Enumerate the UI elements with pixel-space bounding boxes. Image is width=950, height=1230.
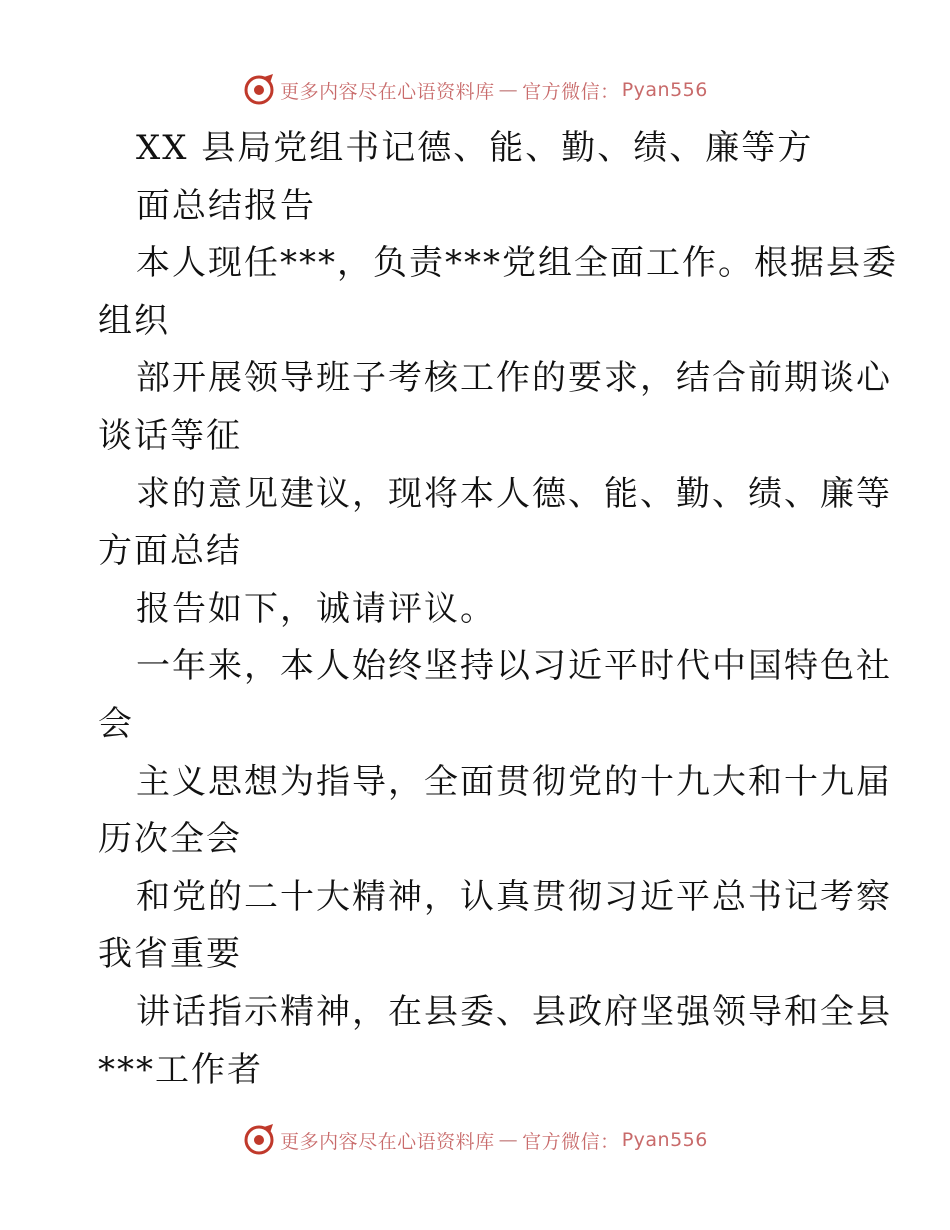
- doc-line: 组织: [98, 300, 170, 341]
- doc-line: 主义思想为指导，全面贯彻党的十九大和十九届: [136, 761, 892, 802]
- doc-line: 谈话等征: [98, 415, 242, 456]
- watermark-separator: —: [498, 1129, 519, 1151]
- doc-line: 报告如下，诚请评议。: [136, 588, 496, 629]
- doc-line: 本人现任***，负责***党组全面工作。根据县委: [136, 243, 898, 284]
- watermark-handle: Pyan556: [621, 79, 708, 101]
- pen-circle-icon: [242, 73, 276, 107]
- doc-line: 我省重要: [98, 934, 242, 975]
- watermark-text: 更多内容尽在心语资料库: [280, 80, 495, 103]
- watermark-separator: —: [498, 79, 519, 101]
- watermark-text: 更多内容尽在心语资料库: [280, 1130, 495, 1153]
- doc-line: 历次全会: [98, 819, 242, 860]
- doc-line: 求的意见建议，现将本人德、能、勤、绩、廉等: [136, 473, 892, 514]
- watermark-official: 官方微信：: [522, 1130, 620, 1153]
- header-watermark: [0, 70, 950, 110]
- doc-line: ***工作者: [98, 1049, 263, 1090]
- doc-line: 会: [98, 703, 134, 744]
- document-body: [98, 120, 898, 1099]
- doc-line: 部开展领导班子考核工作的要求，结合前期谈心: [136, 358, 892, 399]
- doc-line: 一年来，本人始终坚持以习近平时代中国特色社: [136, 646, 892, 687]
- footer-watermark: [0, 1120, 950, 1160]
- doc-line: 和党的二十大精神，认真贯彻习近平总书记考察: [136, 876, 892, 917]
- doc-line: 讲话指示精神，在县委、县政府坚强领导和全县: [136, 991, 892, 1032]
- doc-line: 方面总结: [98, 531, 242, 572]
- watermark-official: 官方微信：: [522, 80, 620, 103]
- doc-title-line-1: XX 县局党组书记德、能、勤、绩、廉等方: [136, 128, 814, 168]
- watermark-handle: Pyan556: [621, 1129, 708, 1151]
- pen-circle-icon: [242, 1123, 276, 1157]
- doc-title-line-2: 面总结报告: [136, 185, 316, 226]
